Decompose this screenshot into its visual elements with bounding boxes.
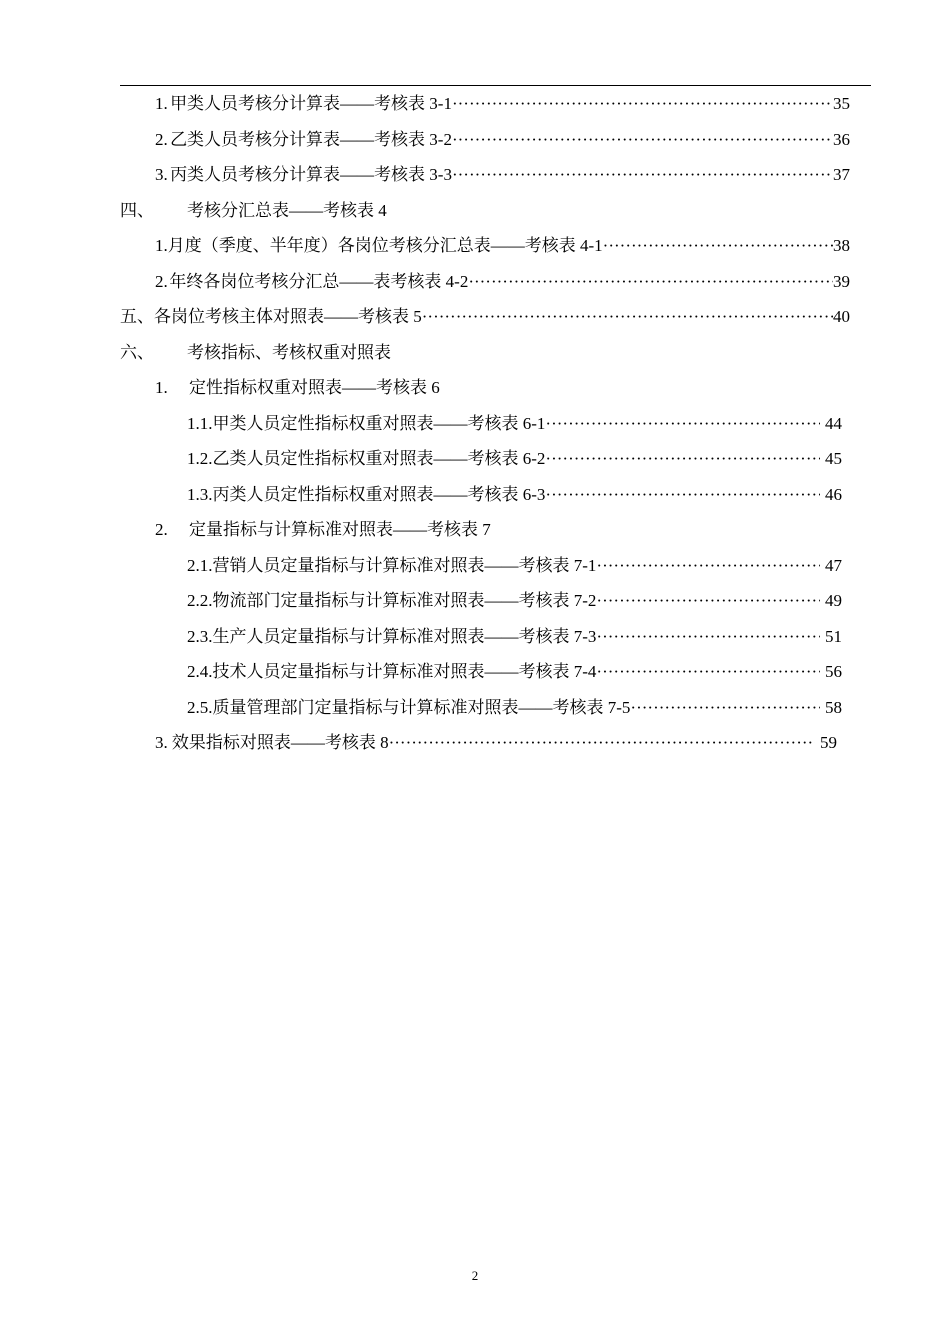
toc-dot-leader bbox=[545, 477, 820, 513]
toc-entry-number: 2.1. bbox=[187, 556, 213, 575]
toc-entry-number: 3. bbox=[155, 165, 168, 184]
toc-dot-leader bbox=[596, 548, 820, 584]
toc-entry-title: 甲类人员考核分计算表——考核表 3-1 bbox=[170, 94, 452, 113]
toc-entry-page: 49 bbox=[825, 591, 842, 610]
toc-dot-leader bbox=[452, 86, 833, 122]
toc-entry-title: 营销人员定量指标与计算标准对照表——考核表 7-1 bbox=[212, 556, 597, 575]
toc-entry-page: 59 bbox=[820, 733, 837, 752]
page-number: 2 bbox=[471, 1268, 479, 1283]
toc-entry-number: 2. bbox=[155, 272, 168, 291]
toc-entry[interactable] bbox=[187, 654, 842, 690]
toc-entry-page: 44 bbox=[825, 414, 842, 433]
toc-entry-title: 效果指标对照表——考核表 8 bbox=[171, 733, 389, 752]
toc-dot-leader bbox=[596, 619, 820, 655]
toc-entry[interactable] bbox=[155, 512, 850, 548]
toc-entry-title: 生产人员定量指标与计算标准对照表——考核表 7-3 bbox=[212, 627, 597, 646]
toc-entry[interactable] bbox=[187, 619, 842, 655]
toc-entry-title: 考核指标、考核权重对照表 bbox=[187, 343, 391, 362]
toc-entry-number: 2. bbox=[155, 130, 168, 149]
toc-dot-leader bbox=[596, 654, 820, 690]
toc-entry-number: 1.1. bbox=[187, 414, 213, 433]
toc-dot-leader bbox=[596, 583, 820, 619]
toc-entry-number: 2.5. bbox=[187, 698, 213, 717]
toc-entry[interactable] bbox=[155, 370, 850, 406]
toc-entry-number: 3. bbox=[155, 733, 168, 752]
toc-entry-page: 56 bbox=[825, 662, 842, 681]
toc-entry[interactable] bbox=[155, 86, 850, 122]
toc-entry-title: 月度（季度、半年度）各岗位考核分汇总表——考核表 4-1 bbox=[167, 236, 603, 255]
toc-entry-page: 39 bbox=[833, 272, 850, 291]
toc-entry-title: 乙类人员考核分计算表——考核表 3-2 bbox=[170, 130, 452, 149]
toc-dot-leader bbox=[468, 264, 833, 300]
toc-entry-title: 乙类人员定性指标权重对照表——考核表 6-2 bbox=[212, 449, 546, 468]
toc-entry-number: 1. bbox=[155, 94, 168, 113]
toc-entry-title: 各岗位考核主体对照表——考核表 5 bbox=[154, 307, 422, 326]
toc-entry-page: 47 bbox=[825, 556, 842, 575]
toc-entry[interactable] bbox=[155, 122, 850, 158]
toc-entry[interactable] bbox=[155, 157, 850, 193]
toc-entry-page: 51 bbox=[825, 627, 842, 646]
toc-entry[interactable] bbox=[120, 193, 850, 229]
toc-entry-page: 45 bbox=[825, 449, 842, 468]
toc-entry-number: 五、 bbox=[120, 307, 154, 326]
toc-entry-title: 定量指标与计算标准对照表——考核表 7 bbox=[189, 520, 491, 539]
toc-entry-title: 丙类人员考核分计算表——考核表 3-3 bbox=[170, 165, 452, 184]
toc-entry[interactable] bbox=[155, 725, 837, 761]
toc-dot-leader bbox=[452, 122, 833, 158]
toc-entry-page: 40 bbox=[833, 307, 850, 326]
toc-entry-number: 1. bbox=[155, 378, 168, 397]
toc-entry-title: 年终各岗位考核分汇总——表考核表 4-2 bbox=[169, 272, 469, 291]
toc-dot-leader bbox=[545, 406, 820, 442]
toc-entry-title: 质量管理部门定量指标与计算标准对照表——考核表 7-5 bbox=[212, 698, 631, 717]
toc-entry-title: 甲类人员定性指标权重对照表——考核表 6-1 bbox=[212, 414, 546, 433]
toc-entry-number: 四、 bbox=[120, 201, 154, 220]
toc-entry[interactable] bbox=[155, 264, 850, 300]
toc-entry[interactable] bbox=[155, 228, 850, 264]
toc-dot-leader bbox=[452, 157, 833, 193]
toc-entry-page: 58 bbox=[825, 698, 842, 717]
toc-entry[interactable] bbox=[187, 441, 842, 477]
toc-entry-number: 1.3. bbox=[187, 485, 213, 504]
toc-entry-number: 六、 bbox=[120, 343, 154, 362]
toc-entry-title: 考核分汇总表——考核表 4 bbox=[187, 201, 387, 220]
toc-entry-number: 2.2. bbox=[187, 591, 213, 610]
toc-entry-title: 物流部门定量指标与计算标准对照表——考核表 7-2 bbox=[212, 591, 597, 610]
toc-entry-number: 2.4. bbox=[187, 662, 213, 681]
toc-entry-page: 36 bbox=[833, 130, 850, 149]
toc-entry-number: 2. bbox=[155, 520, 168, 539]
toc-dot-leader bbox=[603, 228, 833, 264]
toc-entry[interactable] bbox=[120, 299, 850, 335]
toc-entry-page: 46 bbox=[825, 485, 842, 504]
toc-entry[interactable] bbox=[187, 477, 842, 513]
toc-dot-leader bbox=[422, 299, 833, 335]
toc-entry[interactable] bbox=[120, 335, 850, 371]
toc-entry-page: 35 bbox=[833, 94, 850, 113]
toc-dot-leader bbox=[389, 725, 815, 761]
toc-entry-page: 37 bbox=[833, 165, 850, 184]
toc-entry-title: 定性指标权重对照表——考核表 6 bbox=[189, 378, 440, 397]
toc-entry-number: 2.3. bbox=[187, 627, 213, 646]
toc-entry[interactable] bbox=[187, 406, 842, 442]
toc-entry[interactable] bbox=[187, 690, 842, 726]
toc-entry[interactable] bbox=[187, 583, 842, 619]
toc-entry-title: 丙类人员定性指标权重对照表——考核表 6-3 bbox=[212, 485, 546, 504]
toc-dot-leader bbox=[630, 690, 820, 726]
toc-entry[interactable] bbox=[187, 548, 842, 584]
toc-entry-number: 1.2. bbox=[187, 449, 213, 468]
toc-entry-title: 技术人员定量指标与计算标准对照表——考核表 7-4 bbox=[212, 662, 597, 681]
toc-entry-number: 1. bbox=[155, 236, 168, 255]
toc-entry-page: 38 bbox=[833, 236, 850, 255]
toc-dot-leader bbox=[545, 441, 820, 477]
